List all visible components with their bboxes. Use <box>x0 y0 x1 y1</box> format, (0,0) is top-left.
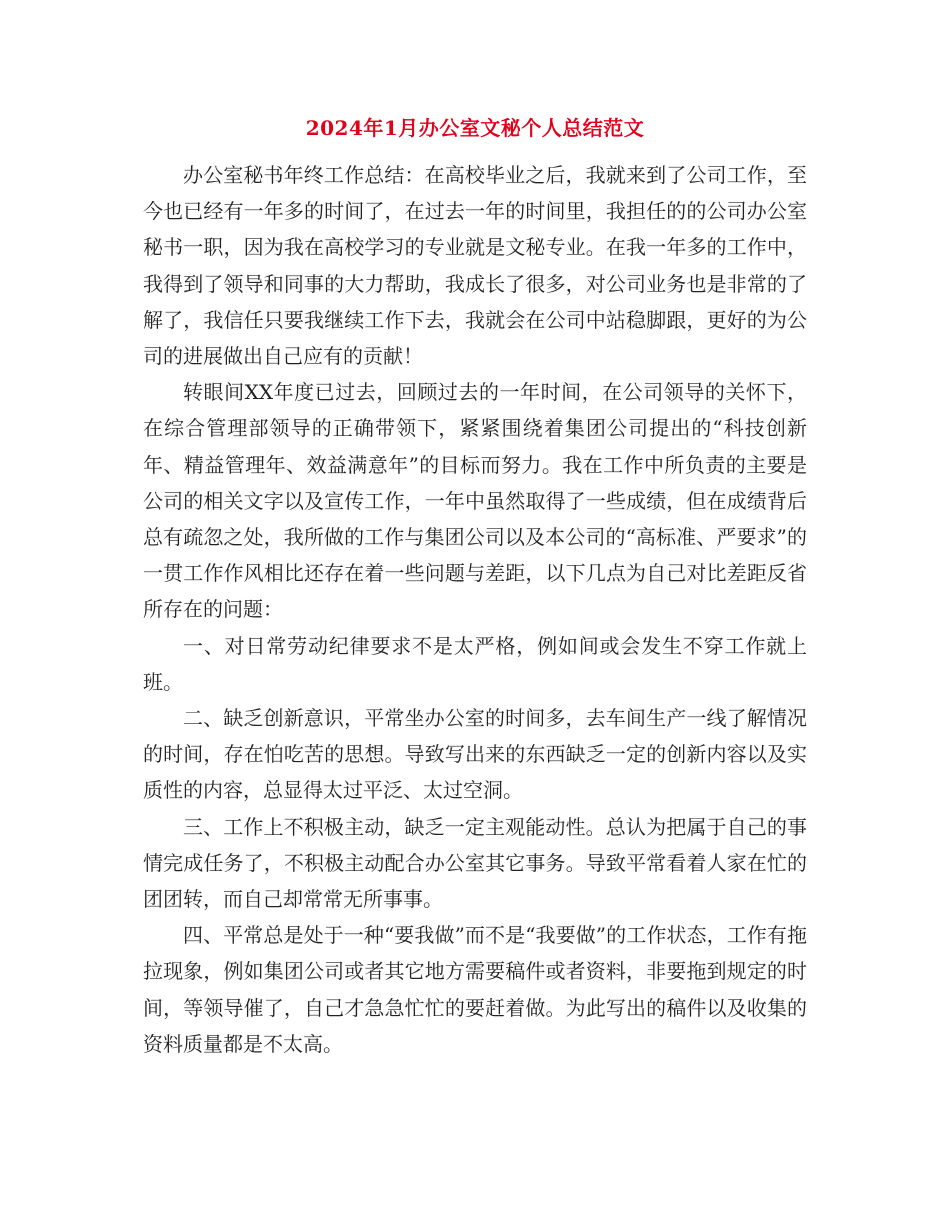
paragraph-review: 转眼间XX年度已过去，回顾过去的一年时间，在公司领导的关怀下，在综合管理部领导的正确带领下，紧紧围绕着集团公司提出的“科技创新年、精益管理年、效益满意年”的目标而努力。我在工作中所负责的主要是公司的相关文字以及宣传工作，一年中虽然取得了一些成绩，但在成绩背后总有疏忽之处，我所做的工作与集团公司以及本公司的“高标准、严要求”的一贯工作作风相比还存在着一些问题与差距，以下几点为自己对比差距反省所存在的问题： <box>143 380 807 622</box>
document-body <box>143 157 807 1062</box>
paragraph-issue-4: 四、平常总是处于一种“要我做”而不是“我要做”的工作状态，工作有拖拉现象，例如集团公司或者其它地方需要稿件或者资料，非要拖到规定的时间，等领导催了，自己才急急忙忙的要赶着做。为此写出的稿件以及收集的资料质量都是不太高。 <box>143 923 807 1056</box>
paragraph-intro: 办公室秘书年终工作总结：在高校毕业之后，我就来到了公司工作，至今也已经有一年多的时间了，在过去一年的时间里，我担任的的公司办公室秘书一职，因为我在高校学习的专业就是文秘专业。在我一年多的工作中，我得到了领导和同事的大力帮助，我成长了很多，对公司业务也是非常的了解了，我信任只要我继续工作下去，我就会在公司中站稳脚跟，更好的为公司的进展做出自己应有的贡献！ <box>143 163 807 369</box>
paragraph-issue-3: 三、工作上不积极主动，缺乏一定主观能动性。总认为把属于自己的事情完成任务了，不积极主动配合办公室其它事务。导致平常看着人家在忙的团团转，而自己却常常无所事事。 <box>143 814 807 912</box>
paragraph-issue-1: 一、对日常劳动纪律要求不是太严格，例如间或会发生不穿工作就上班。 <box>143 633 807 694</box>
document-title: 2024年1月办公室文秘个人总结范文 <box>305 116 645 140</box>
paragraph-issue-2: 二、缺乏创新意识，平常坐办公室的时间多，去车间生产一线了解情况的时间，存在怕吃苦的思想。导致写出来的东西缺乏一定的创新内容以及实质性的内容，总显得太过平泛、太过空洞。 <box>143 706 807 803</box>
